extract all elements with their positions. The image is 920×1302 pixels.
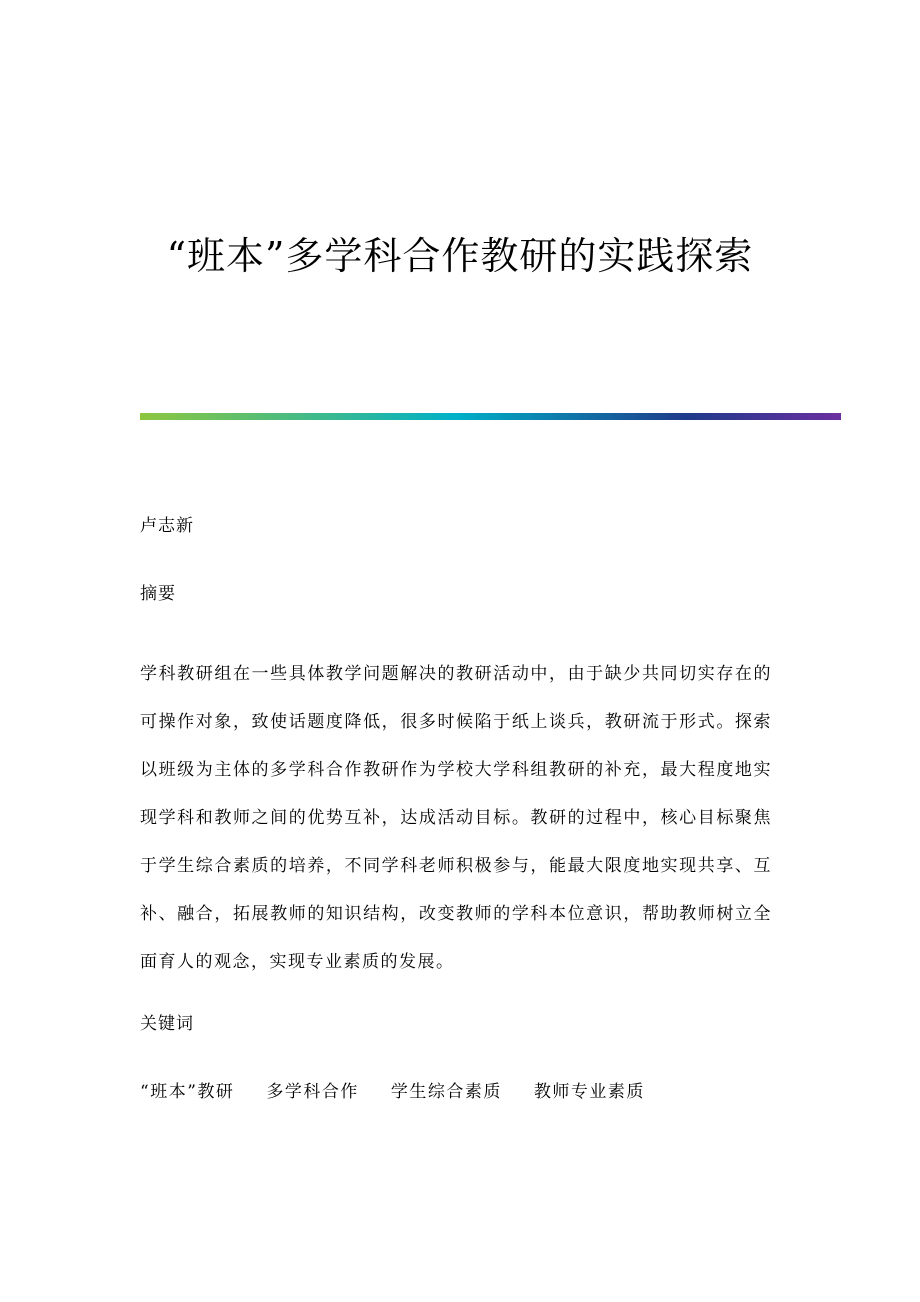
abstract-text: 学科教研组在一些具体教学问题解决的教研活动中，由于缺少共同切实存在的可操作对象，致使话题度降低，很多时候陷于纸上谈兵，教研流于形式。探索以班级为主体的多学科合作教研作为学校大学科组教研的补充，最大程度地实现学科和教师之间的优势互补，达成活动目标。教研的过程中，核心目标聚焦于学生综合素质的培养，不同学科老师积极参与，能最大限度地实现共享、互补、融合，拓展教师的知识结构，改变教师的学科本位意识，帮助教师树立全面育人的观念，实现专业素质的发展。 <box>140 664 772 972</box>
keyword-item: “班本”教研 <box>140 1082 235 1102</box>
title-divider <box>140 413 841 420</box>
abstract-heading: 摘要 <box>140 584 176 604</box>
document-title: “班本”多学科合作教研的实践探索 <box>166 234 754 278</box>
keyword-item: 教师专业素质 <box>533 1082 645 1102</box>
keywords-heading: 关键词 <box>140 1014 194 1034</box>
keyword-item: 学生综合素质 <box>390 1082 502 1102</box>
keyword-item: 多学科合作 <box>266 1082 359 1102</box>
keywords-list <box>140 1079 645 1105</box>
author-name: 卢志新 <box>140 516 194 536</box>
